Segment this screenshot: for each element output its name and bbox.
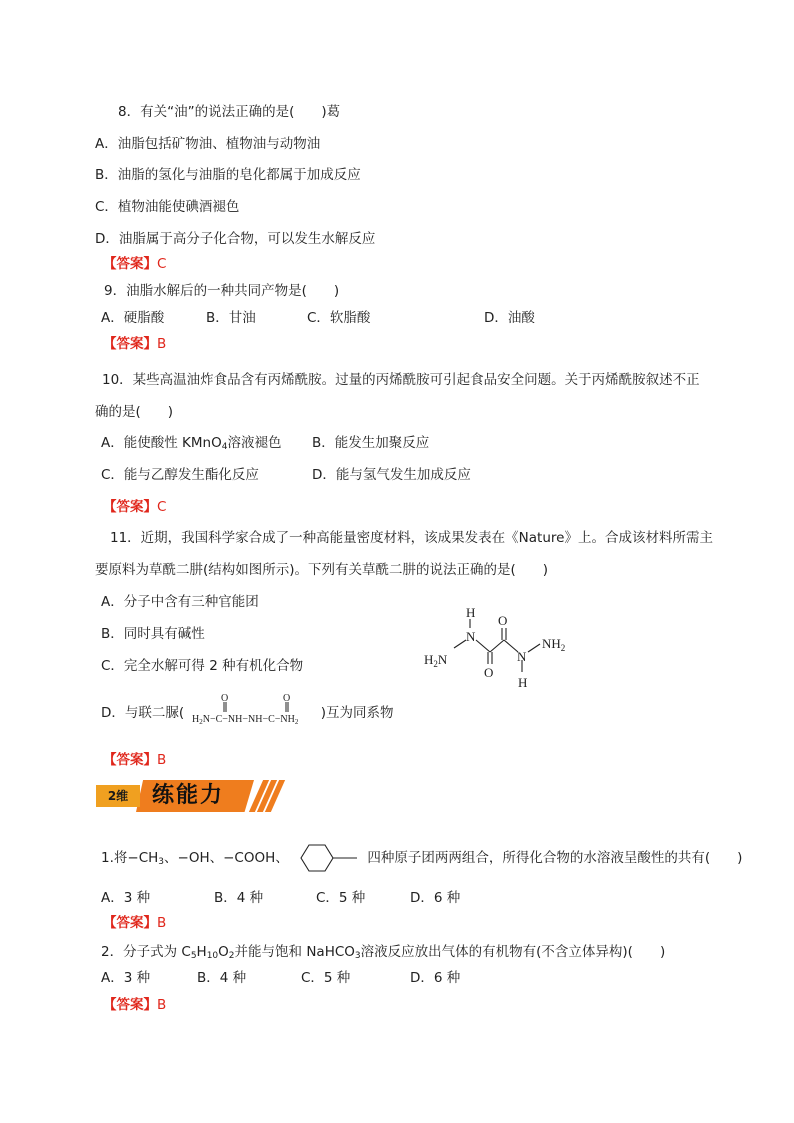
struct-o-top: O bbox=[498, 613, 508, 628]
q9-option-b: B．甘油 bbox=[206, 310, 256, 326]
q8-option-a: A．油脂包括矿物油、植物油与动物油 bbox=[95, 136, 321, 152]
q11-stem-line2: 要原料为草酰二肼(结构如图所示)。下列有关草酰二肼的说法正确的是( ) bbox=[95, 562, 549, 578]
p1-option-a: A．3 种 bbox=[101, 890, 151, 906]
q8-option-b: B．油脂的氢化与油脂的皂化都属于加成反应 bbox=[95, 167, 361, 183]
q10-option-c: C．能与乙醇发生酯化反应 bbox=[101, 467, 259, 483]
p2-option-c: C．5 种 bbox=[301, 970, 351, 986]
q8-option-d: D．油脂属于高分子化合物，可以发生水解反应 bbox=[95, 231, 376, 247]
q10-option-b: B．能发生加聚反应 bbox=[312, 435, 430, 451]
p1-option-c: C．5 种 bbox=[316, 890, 366, 906]
p1-stem: 1.将$-CH_3$、−OH、−COOH、 四种原子团两两组合，所得化合物的水溶液呈酸性的共有( ) bbox=[101, 843, 742, 873]
q11-option-b: B．同时具有碱性 bbox=[101, 626, 205, 642]
q9-option-a: A．硬脂酸 bbox=[101, 310, 165, 326]
p1-option-b: B．4 种 bbox=[214, 890, 264, 906]
q10-stem-line1: 10．某些高温油炸食品含有丙烯酰胺。过量的丙烯酰胺可引起食品安全问题。关于丙烯酰胺叙述不正 bbox=[102, 372, 700, 388]
q11-answer: 【答案】B bbox=[103, 752, 167, 768]
section-banner bbox=[96, 780, 274, 812]
p2-option-b: B．4 种 bbox=[197, 970, 247, 986]
q8-answer: 【答案】C bbox=[103, 256, 167, 272]
p2-answer: 【答案】B bbox=[103, 997, 167, 1013]
p2-option-d: D．6 种 bbox=[410, 970, 461, 986]
struct-o-bottom: O bbox=[484, 665, 494, 680]
struct-nh2-right: $NH_2$ bbox=[542, 636, 566, 653]
p1-answer: 【答案】B bbox=[103, 915, 167, 931]
q9-answer: 【答案】B bbox=[103, 336, 167, 352]
biurea-structure bbox=[190, 692, 322, 728]
q11-option-c: C．完全水解可得 2 种有机化合物 bbox=[101, 658, 304, 674]
q9-option-c: C．软脂酸 bbox=[307, 310, 371, 326]
q8-option-c: C．植物油能使碘酒褪色 bbox=[95, 199, 240, 215]
q11-stem-line1: 11．近期，我国科学家合成了一种高能量密度材料，该成果发表在《Nature》上。合成该材料所需主 bbox=[110, 530, 713, 546]
q11-option-d: D．与联二脲( )互为同系物 bbox=[101, 705, 394, 721]
struct-h-top: H bbox=[466, 605, 476, 620]
p2-option-a: A．3 种 bbox=[101, 970, 151, 986]
struct-h-bottom: H bbox=[518, 675, 528, 690]
biurea-formula: $H_2N-C-NH-NH-C-NH_2$ bbox=[192, 714, 299, 726]
q8-stem: 8．有关“油”的说法正确的是( )葛 bbox=[118, 104, 341, 120]
section-tag: 2维 bbox=[96, 785, 140, 807]
section-title: 练能力 bbox=[152, 783, 225, 808]
biurea-o2: O bbox=[283, 693, 291, 704]
q10-option-d: D．能与氢气发生加成反应 bbox=[312, 467, 471, 483]
benzene-ring-icon bbox=[297, 843, 359, 873]
oxalyl-dihydrazide-structure bbox=[418, 600, 578, 695]
q9-stem: 9．油脂水解后的一种共同产物是( ) bbox=[104, 283, 340, 299]
struct-n3: N bbox=[517, 649, 527, 664]
q9-option-d: D．油酸 bbox=[484, 310, 535, 326]
q10-stem-line2: 确的是( ) bbox=[95, 404, 174, 420]
biurea-o1: O bbox=[221, 693, 229, 704]
struct-h2n-left: $H_2N$ bbox=[424, 652, 448, 669]
p1-option-d: D．6 种 bbox=[410, 890, 461, 906]
p2-stem: 2．分子式为 $C_5H_{10}O_2$并能与饱和 NaHCO$_3$溶液反应放出气体的有机物有(不含立体异构)( ) bbox=[101, 944, 666, 961]
q10-answer: 【答案】C bbox=[103, 499, 167, 515]
q10-option-a: A．能使酸性 KMnO$_4$溶液褪色 bbox=[101, 435, 282, 452]
q11-option-a: A．分子中含有三种官能团 bbox=[101, 594, 259, 610]
struct-n1: N bbox=[466, 629, 476, 644]
